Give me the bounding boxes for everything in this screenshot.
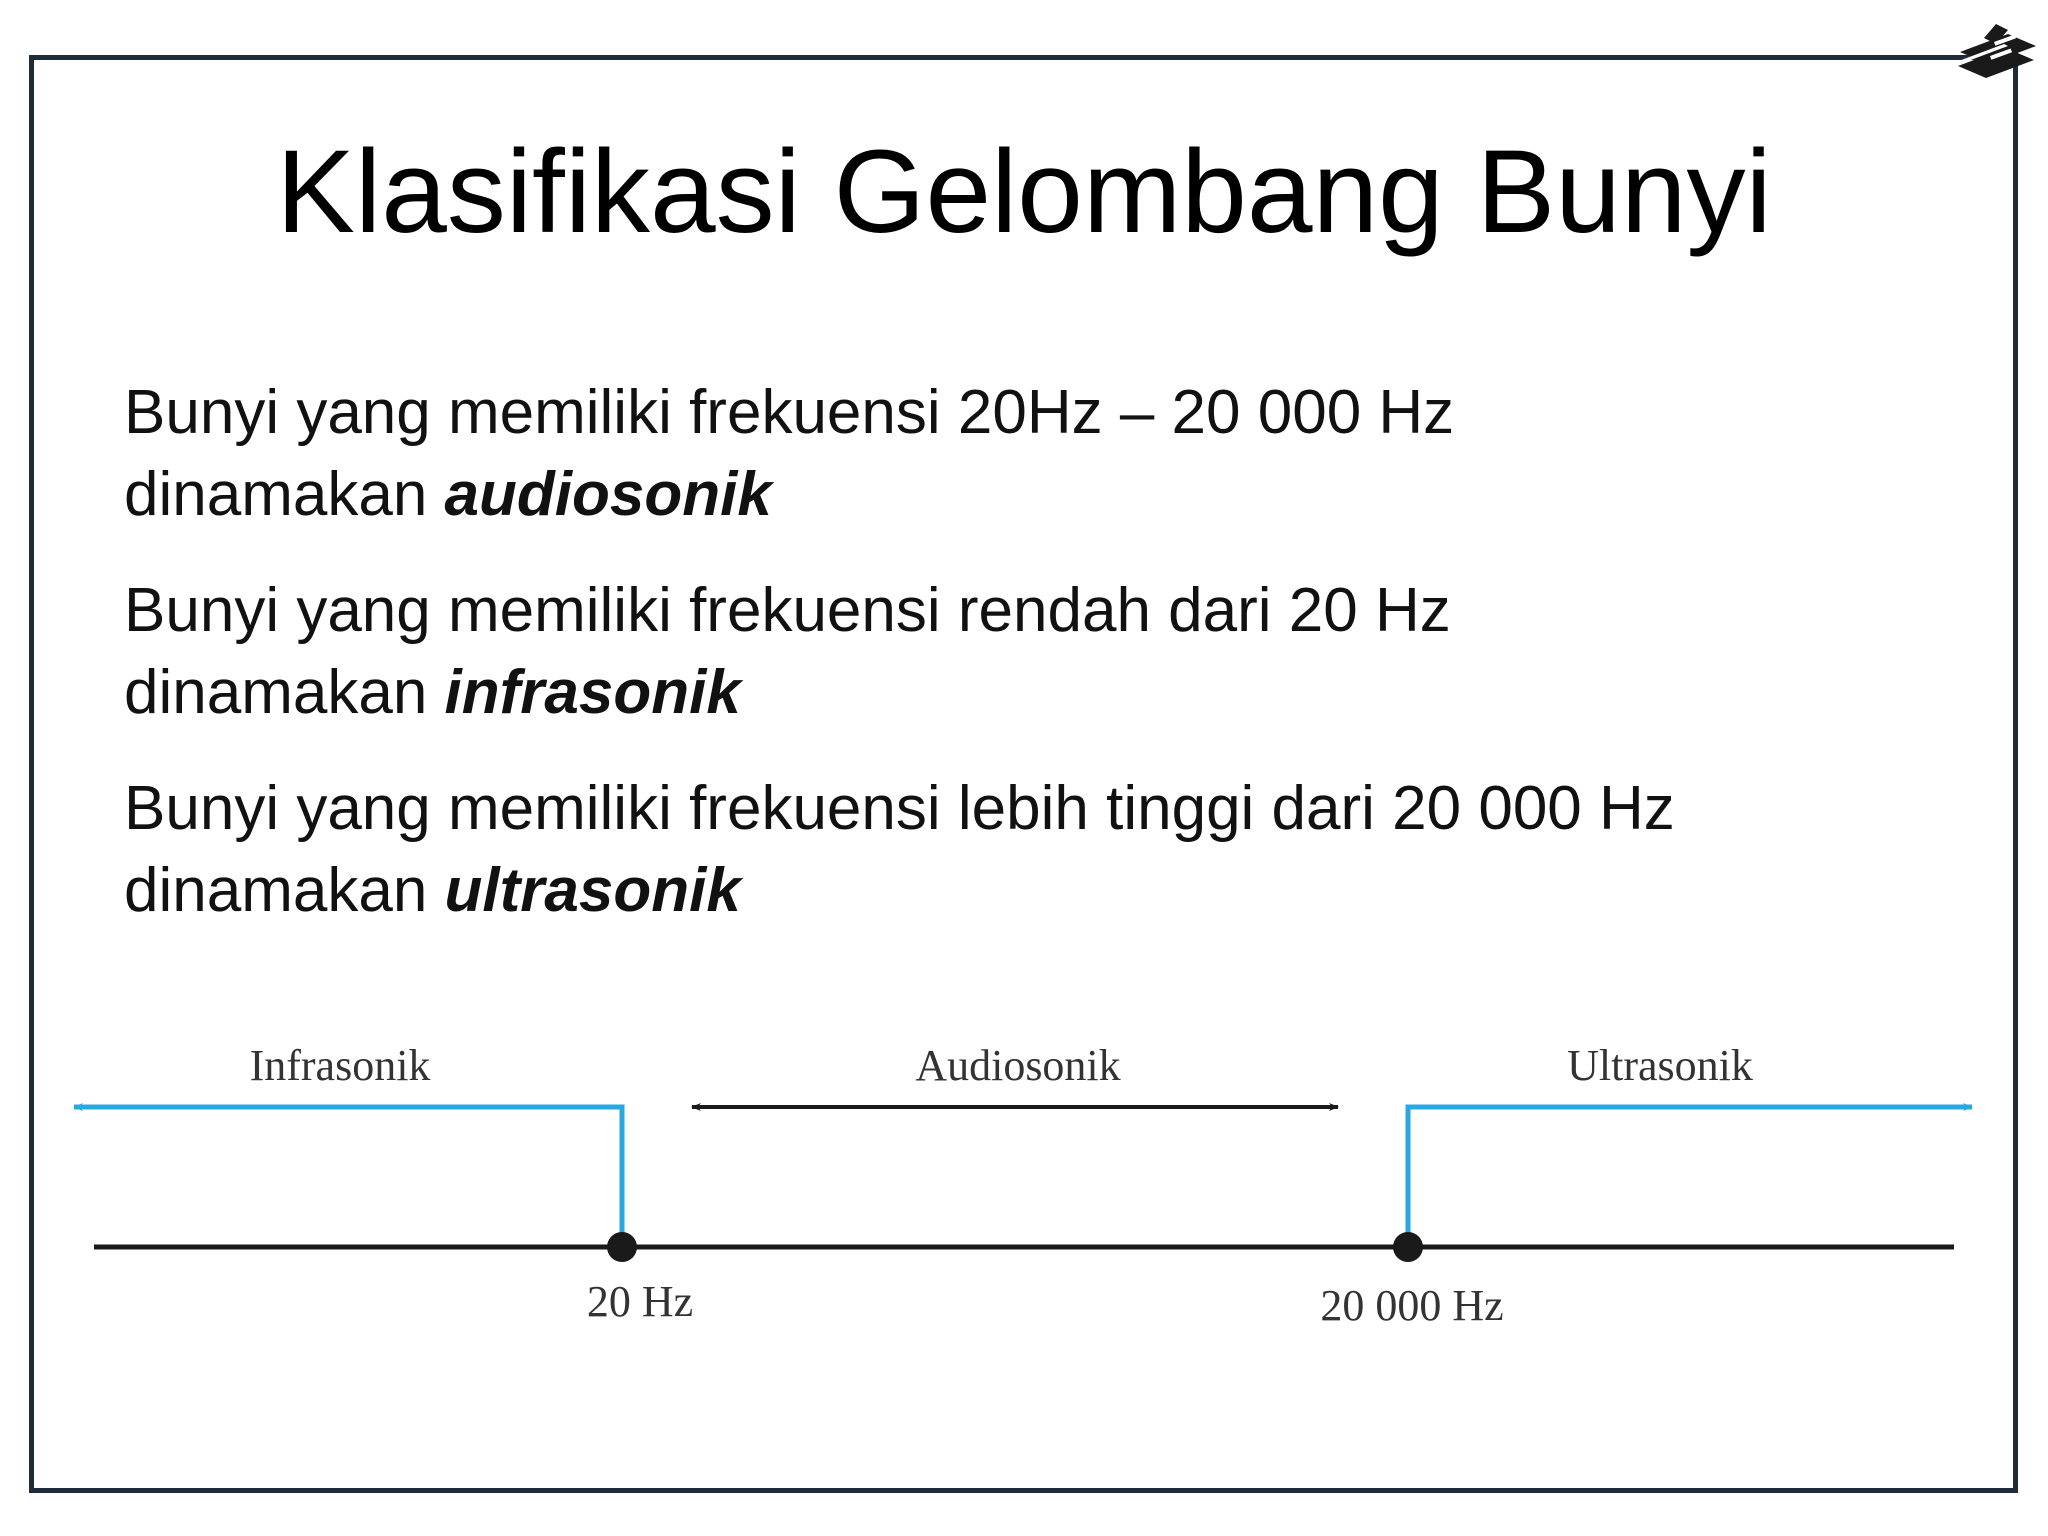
tick-label-20hz: 20 Hz: [586, 1277, 694, 1326]
tick-point-20000hz: [1393, 1232, 1423, 1262]
paragraph-prefix: dinamakan: [124, 460, 445, 529]
paragraph-line: Bunyi yang memiliki frekuensi 20Hz – 20 000 Hz: [124, 378, 1455, 447]
label-ultrasonik: Ultrasonik: [1567, 1041, 1753, 1090]
term-audiosonik: audiosonik: [444, 460, 772, 529]
paragraph-line: Bunyi yang memiliki frekuensi rendah dari 20 Hz: [124, 576, 1451, 645]
label-audiosonik: Audiosonik: [915, 1041, 1121, 1090]
label-infrasonik: Infrasonik: [249, 1041, 431, 1090]
slide-title: Klasifikasi Gelombang Bunyi: [276, 126, 1772, 258]
paragraph-prefix: dinamakan: [124, 658, 445, 727]
paragraph-prefix: dinamakan: [124, 856, 445, 925]
ultrasonik-arrow: [1408, 1107, 1972, 1237]
term-ultrasonik: ultrasonik: [444, 856, 741, 925]
paragraph-line: Bunyi yang memiliki frekuensi lebih tinggi dari 20 000 Hz: [124, 774, 1675, 843]
tick-label-20000hz: 20 000 Hz: [1320, 1281, 1504, 1330]
tick-point-20hz: [607, 1232, 637, 1262]
infrasonik-arrow: [74, 1107, 622, 1237]
term-infrasonik: infrasonik: [444, 658, 741, 727]
